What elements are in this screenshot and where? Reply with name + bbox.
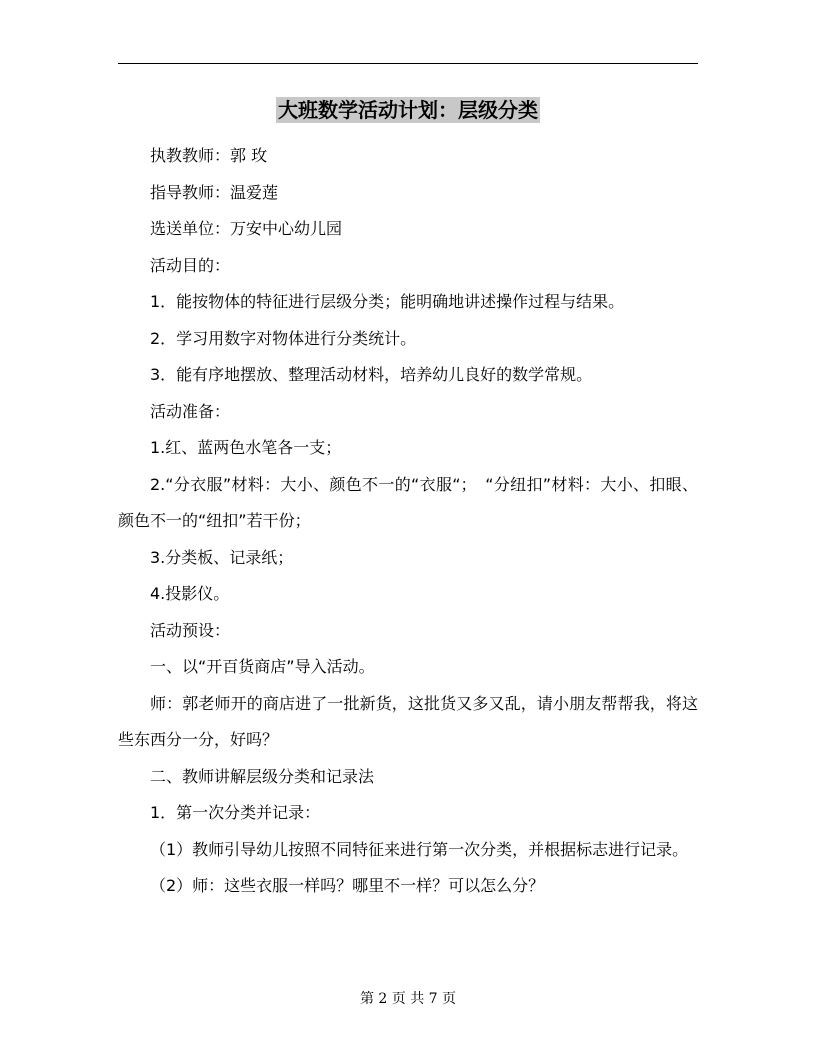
plan-substep-1-1: （1）教师引导幼儿按照不同特征来进行第一次分类，并根据标志进行记录。 xyxy=(150,839,689,859)
plan-substep-1: 1．第一次分类并记录： xyxy=(150,803,321,822)
prep-item-3: 3.分类板、记录纸； xyxy=(150,547,294,567)
goal-item-1: 1．能按物体的特征进行层级分类；能明确地讲述操作过程与结果。 xyxy=(150,292,625,311)
document-title-wrap xyxy=(0,94,816,123)
plan-substep-1-2: （2）师：这些衣服一样吗？哪里不一样？可以怎么分？ xyxy=(150,876,545,895)
supervisor-line: 指导教师：温爱莲 xyxy=(150,182,279,202)
unit-line: 选送单位：万安中心幼儿园 xyxy=(150,219,343,238)
goal-item-3: 3．能有序地摆放、整理活动材料，培养幼儿良好的数学常规。 xyxy=(150,365,593,384)
header-rule xyxy=(118,63,698,64)
goal-item-2: 2．学习用数字对物体进行分类统计。 xyxy=(150,328,417,348)
plan-step-2: 二、教师讲解层级分类和记录法 xyxy=(150,766,375,786)
section-heading-plan: 活动预设： xyxy=(150,620,231,640)
section-heading-prep: 活动准备： xyxy=(150,401,231,421)
section-heading-goals: 活动目的： xyxy=(150,255,231,275)
document-title: 大班数学活动计划：层级分类 xyxy=(278,98,538,122)
page-footer: 第 2 页 共 7 页 xyxy=(359,991,457,1007)
plan-step-1: 一、以“开百货商店”导入活动。 xyxy=(150,657,375,676)
prep-item-1: 1.红、蓝两色水笔各一支； xyxy=(150,438,342,457)
document-body xyxy=(118,138,698,905)
teacher-line: 执教教师：郭 玫 xyxy=(150,146,268,165)
teacher-dialogue-1: 师：郭老师开的商店进了一批新货，这批货又多又乱，请小朋友帮帮我，将这些东西分一分，好吗？ xyxy=(118,693,698,749)
prep-item-4: 4.投影仪。 xyxy=(150,584,230,603)
prep-item-2: 2.“分衣服”材料：大小、颜色不一的“衣服“； “分纽扣”材料：大小、扣眼、颜色不一的“纽扣”若干份； xyxy=(118,474,698,530)
